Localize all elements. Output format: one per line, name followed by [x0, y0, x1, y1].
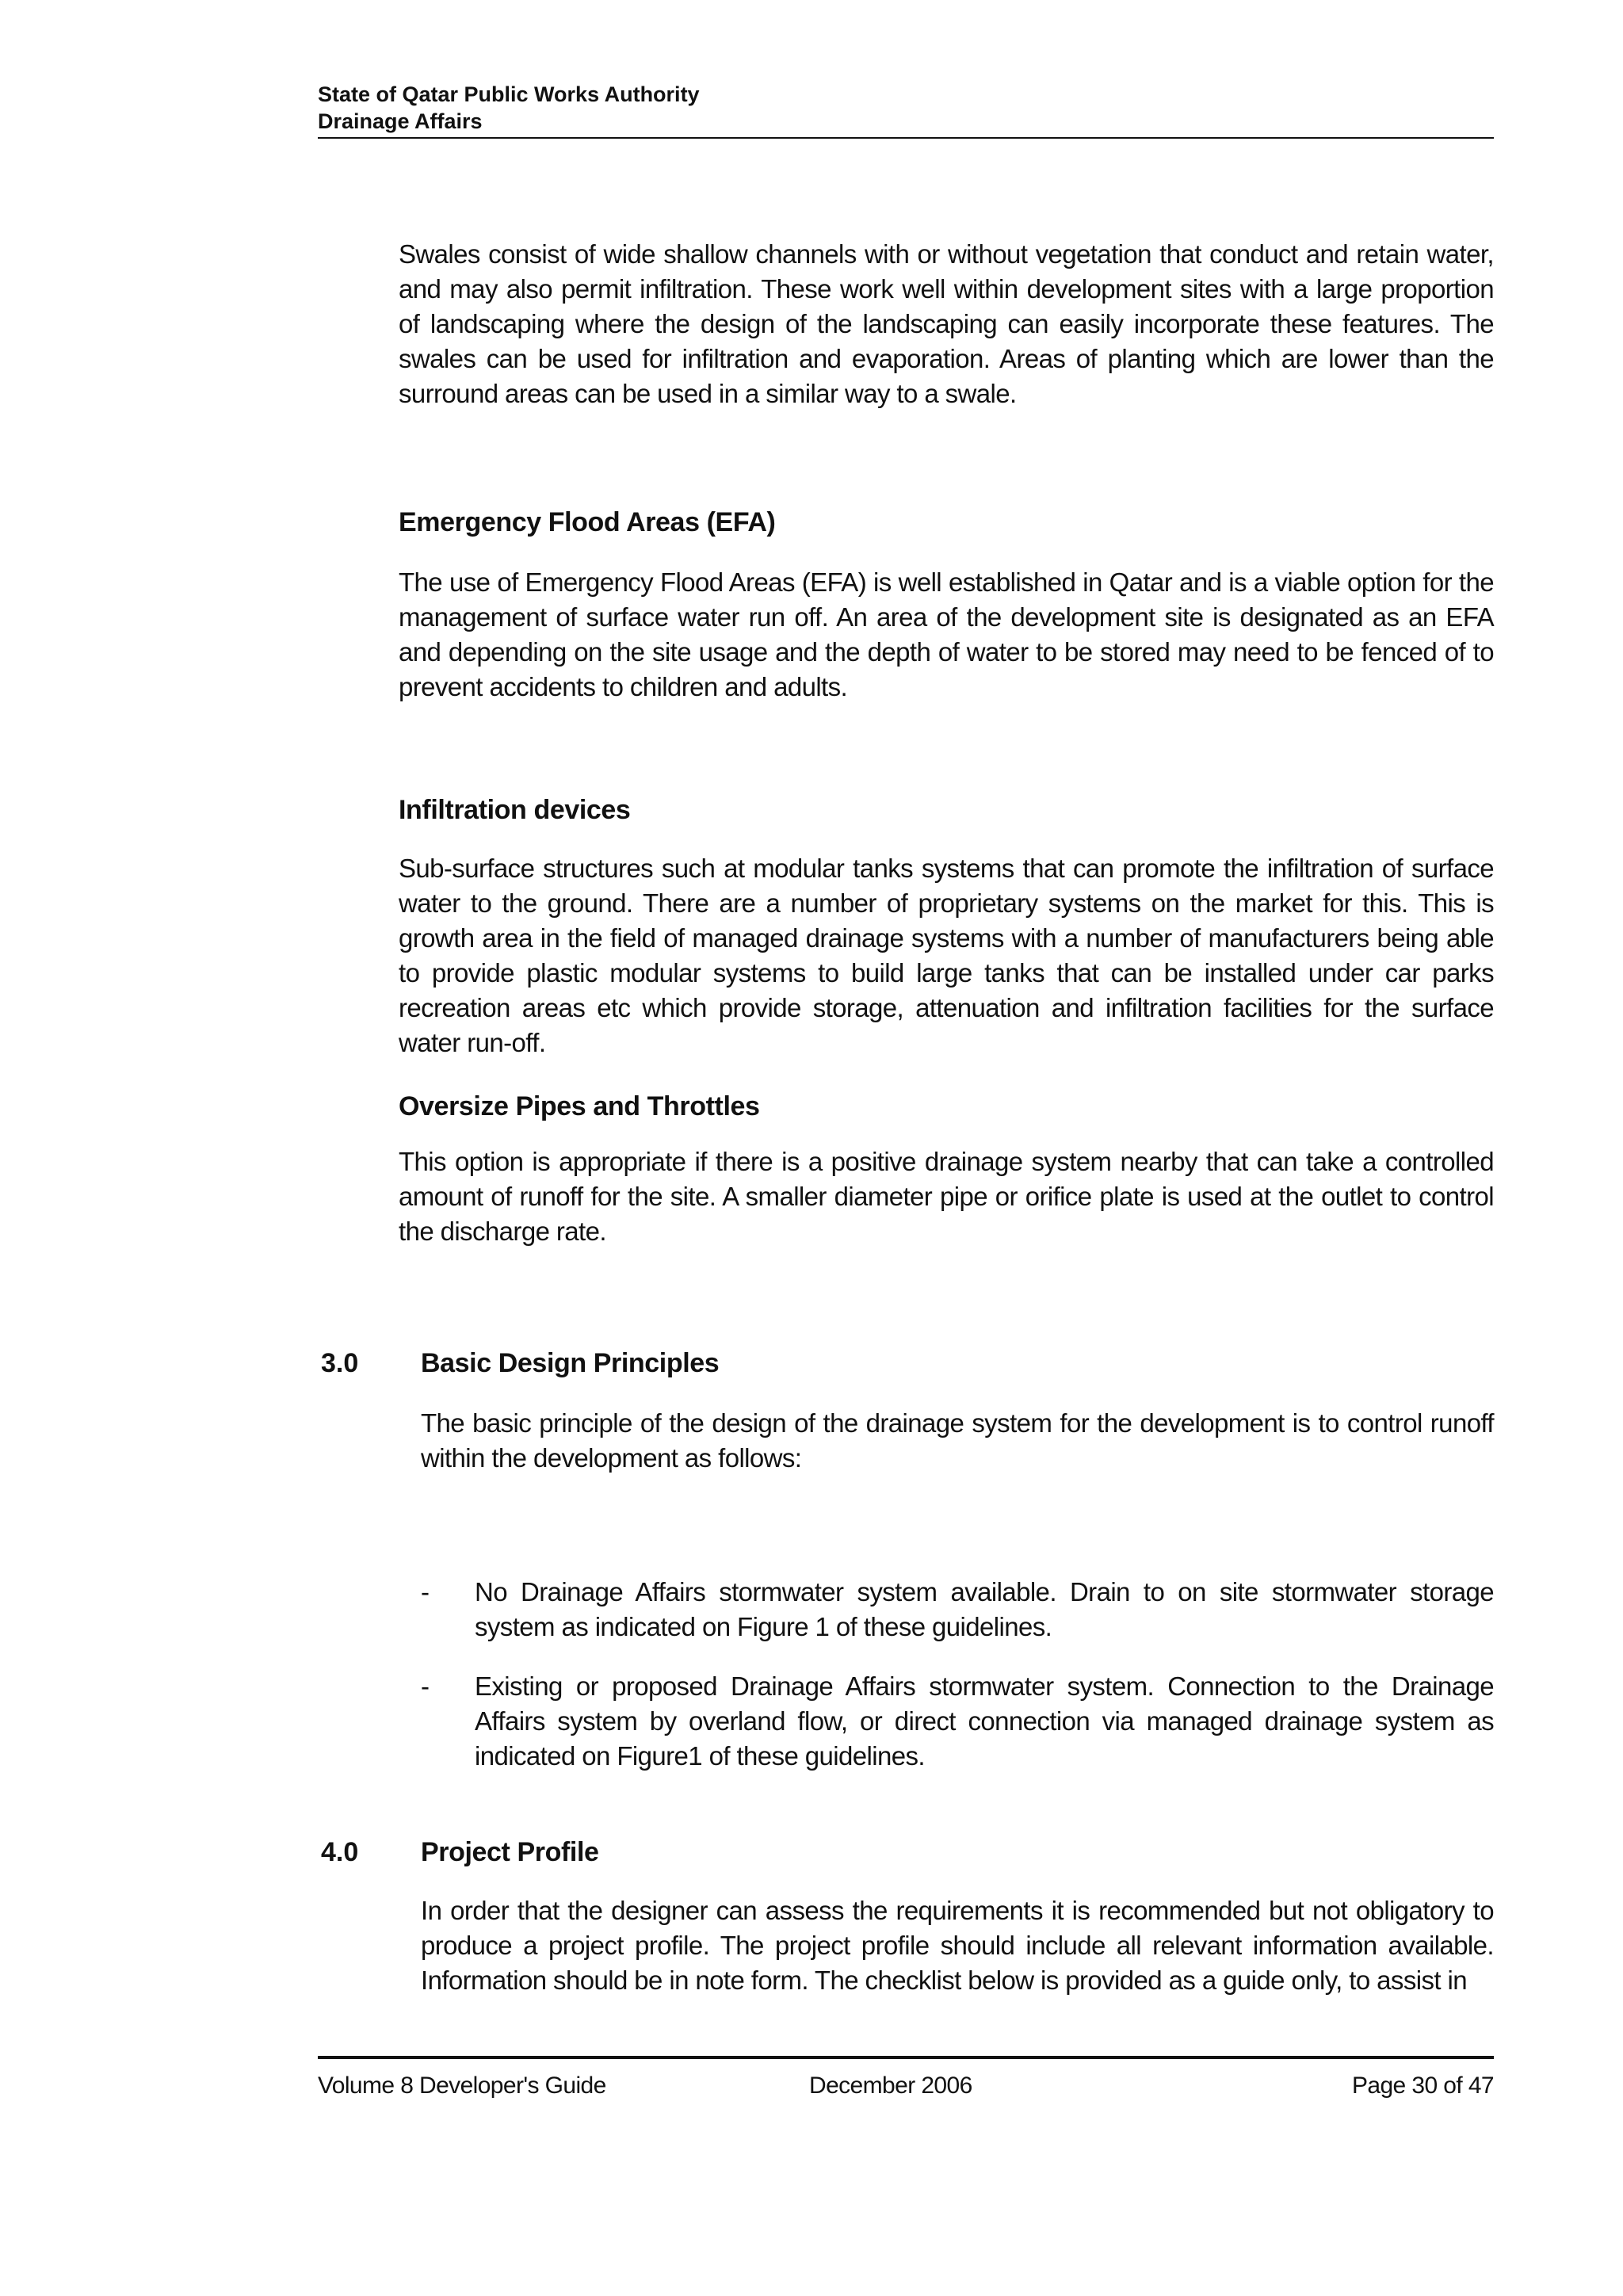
- bullet-marker: -: [421, 1671, 430, 1701]
- header-organization: State of Qatar Public Works Authority: [318, 82, 700, 106]
- footer-page-number: Page 30 of 47: [1351, 2073, 1494, 2099]
- footer-date: December 2006: [809, 2073, 972, 2099]
- footer-document-title: Volume 8 Developer's Guide: [318, 2073, 606, 2099]
- page-footer: [318, 2056, 1494, 2115]
- bullet-item-text: Existing or proposed Drainage Affairs stormwater system. Connection to the Drainage Affairs system by overland flow, or direct connection via managed drainage system as indicated on Figure1 of these guidelines.: [475, 1671, 1494, 1771]
- project-profile-paragraph: In order that the designer can assess the requirements it is recommended but not obligatory to produce a project profile. The project profile should include all relevant information available. Information should be in note form. The checklist below is provided as a guide only, to assist in: [421, 1896, 1494, 1995]
- infiltration-paragraph: Sub-surface structures such at modular tanks systems that can promote the infiltration of surface water to the ground. There are a number of proprietary systems on the market for this. This is growth area in the field of managed drainage systems with a number of manufacturers being able to provide plastic modular systems to build large tanks that can be installed under car parks recreation areas etc which provide storage, attenuation and infiltration facilities for the surface water run-off.: [399, 854, 1494, 1057]
- basic-design-section: [421, 1346, 1494, 1476]
- page-header: [318, 81, 1494, 139]
- bullet-item-text: No Drainage Affairs stormwater system available. Drain to on site stormwater storage system as indicated on Figure 1 of these guidelines.: [475, 1577, 1494, 1641]
- basic-design-paragraph: The basic principle of the design of the drainage system for the development is to control runoff within the development as follows:: [421, 1408, 1494, 1473]
- infiltration-section: [399, 793, 1494, 1060]
- oversize-section: [399, 1089, 1494, 1249]
- bullet-marker: -: [421, 1577, 430, 1606]
- swales-section: [399, 237, 1494, 411]
- project-profile-heading: Project Profile: [421, 1837, 599, 1867]
- efa-section: [399, 505, 1494, 705]
- efa-paragraph: The use of Emergency Flood Areas (EFA) is well established in Qatar and is a viable option for the management of surface water run off. An area of the development site is designated as an EFA and depending on the site usage and the depth of water to be stored may need to be fenced of to prevent accidents to children and adults.: [399, 567, 1494, 701]
- infiltration-heading: Infiltration devices: [399, 795, 631, 825]
- oversize-paragraph: This option is appropriate if there is a positive drainage system nearby that can take a controlled amount of runoff for the site. A smaller diameter pipe or orifice plate is used at the outlet to control the discharge rate.: [399, 1147, 1494, 1246]
- efa-heading: Emergency Flood Areas (EFA): [399, 507, 776, 537]
- basic-design-heading: Basic Design Principles: [421, 1348, 720, 1378]
- oversize-heading: Oversize Pipes and Throttles: [399, 1091, 760, 1121]
- bullet-item: [475, 1575, 1494, 1645]
- project-profile-section: [421, 1835, 1494, 1998]
- section-number-3: 3.0: [321, 1348, 359, 1378]
- header-department: Drainage Affairs: [318, 109, 483, 133]
- section-number-4: 4.0: [321, 1837, 359, 1867]
- swales-paragraph: Swales consist of wide shallow channels with or without vegetation that conduct and retain water, and may also permit infiltration. These work well within development sites with a large proportion of landscaping where the design of the landscaping can easily incorporate these features. The swales can be used for infiltration and evaporation. Areas of planting which are lower than the surround areas can be used in a similar way to a swale.: [399, 239, 1494, 408]
- bullet-item: [475, 1669, 1494, 1774]
